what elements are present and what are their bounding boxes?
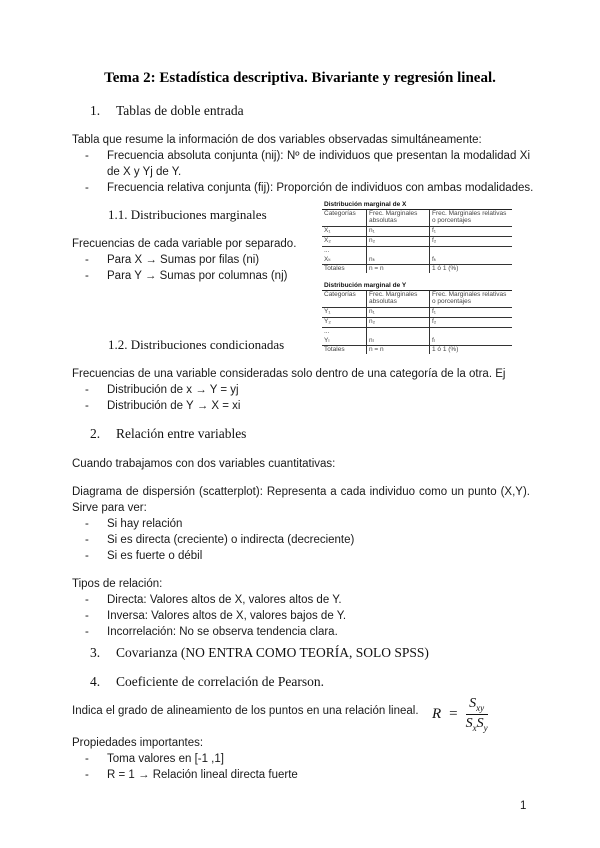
section-2-intro: Cuando trabajamos con dos variables cuantitativas: [72,458,336,470]
section-title: Relación entre variables [116,426,247,441]
list-item: - Distribución de Y → X = xi [85,400,241,412]
section-number: 2. [90,426,101,441]
pearson-formula [432,696,488,733]
section-1-heading [90,103,244,119]
list-item: - Distribución de x → Y = yj [85,384,239,396]
table-row: X₂ n₂ f₂ [322,236,512,246]
table-caption: Distribución marginal de Y [322,282,512,290]
pearson-description: Indica el grado de alineamiento de los puntos en una relación lineal. [72,705,419,717]
list-item: - Para X → Sumas por filas (ni) [85,254,260,266]
marginal-y-table [322,282,512,354]
list-item: - Para Y → Sumas por columnas (nj) [85,270,288,282]
list-item: - R = 1 → Relación lineal directa fuerte [85,769,298,781]
page-title: Tema 2: Estadística descriptiva. Bivariante y regresión lineal. [104,70,496,86]
list-item: - Inversa: Valores altos de X, valores bajos de Y. [85,610,347,622]
list-item-continuation: de X y Yj de Y. [107,166,182,178]
list-item: - Toma valores en [-1 ,1] [85,753,224,765]
table-row: Totales n = n 1 ó 1 (%) [324,345,459,353]
list-item: - Si hay relación [85,518,183,530]
table-row: Totales n = n 1 ó 1 (%) [324,264,459,272]
table-row: Yₗ nₗ fₗ [322,337,512,346]
table-row: X₁ n₁ f₁ [322,226,512,236]
section-number: 3. [90,645,101,660]
subsection-1-1-text: Frecuencias de cada variable por separado. [72,238,297,250]
section-1-intro: Tabla que resume la información de dos variables observadas simultáneamente: [72,134,482,146]
section-title: Covarianza (NO ENTRA COMO TEORÍA, SOLO SPSS) [116,645,429,660]
properties-label: Propiedades importantes: [72,737,204,749]
table-header: Frec. Marginales absolutas [367,290,430,307]
list-item: - Incorrelación: No se observa tendencia clara. [85,626,338,638]
section-3-heading [90,645,429,661]
marginal-x-table [322,201,512,273]
list-item: - Si es directa (creciente) o indirecta (decreciente) [85,534,355,546]
section-title: Coeficiente de correlación de Pearson. [116,674,325,689]
table-header: Frec. Marginales absolutas [367,209,430,226]
page-number: 1 [520,800,527,812]
section-number: 4. [90,674,101,689]
table-caption: Distribución marginal de X [322,201,512,209]
scatterplot-description-cont: Sirve para ver: [72,502,147,514]
section-title: Tablas de doble entrada [116,103,244,118]
table-row: Xₖ nₖ fₖ [322,256,512,265]
relation-types-label: Tipos de relación: [72,578,163,590]
formula-equals: = [449,705,458,722]
formula-numerator: $S_{xy}$ [466,696,488,715]
list-item: - Frecuencia absoluta conjunta (nij): Nº de individuos que presentan la modalidad Xi [85,150,530,162]
subsection-1-2-heading: 1.2. Distribuciones condicionadas [108,337,285,352]
subsection-1-1-heading: 1.1. Distribuciones marginales [108,207,267,222]
formula-lhs: R [432,705,442,722]
list-item: - Directa: Valores altos de X, valores altos de Y. [85,594,342,606]
list-item: - Si es fuerte o débil [85,550,203,562]
subsection-1-2-text: Frecuencias de una variable consideradas solo dentro de una categoría de la otra. Ej [72,368,506,380]
table-row: Y₁ n₁ f₁ [322,307,512,317]
table-header: Frec. Marginales relativas o porcentajes [430,290,513,307]
table-header: Categorías [322,209,367,226]
section-4-heading [90,674,324,690]
table-header: Frec. Marginales relativas o porcentajes [430,209,513,226]
section-2-heading [90,426,246,442]
scatterplot-description: Diagrama de dispersión (scatterplot): Representa a cada individuo como un punto (X,Y). [72,486,530,498]
formula-fraction [466,696,488,733]
formula-denominator: $S_xS_y$ [465,715,488,733]
table-row: Y₂ n₂ f₂ [322,317,512,327]
table-row: ... [322,327,512,337]
section-number: 1. [90,103,101,118]
table-header: Categorías [322,290,367,307]
list-item: - Frecuencia relativa conjunta (fij): Proporción de individuos con ambas modalidades. [85,182,534,194]
table-row: ... [322,246,512,256]
